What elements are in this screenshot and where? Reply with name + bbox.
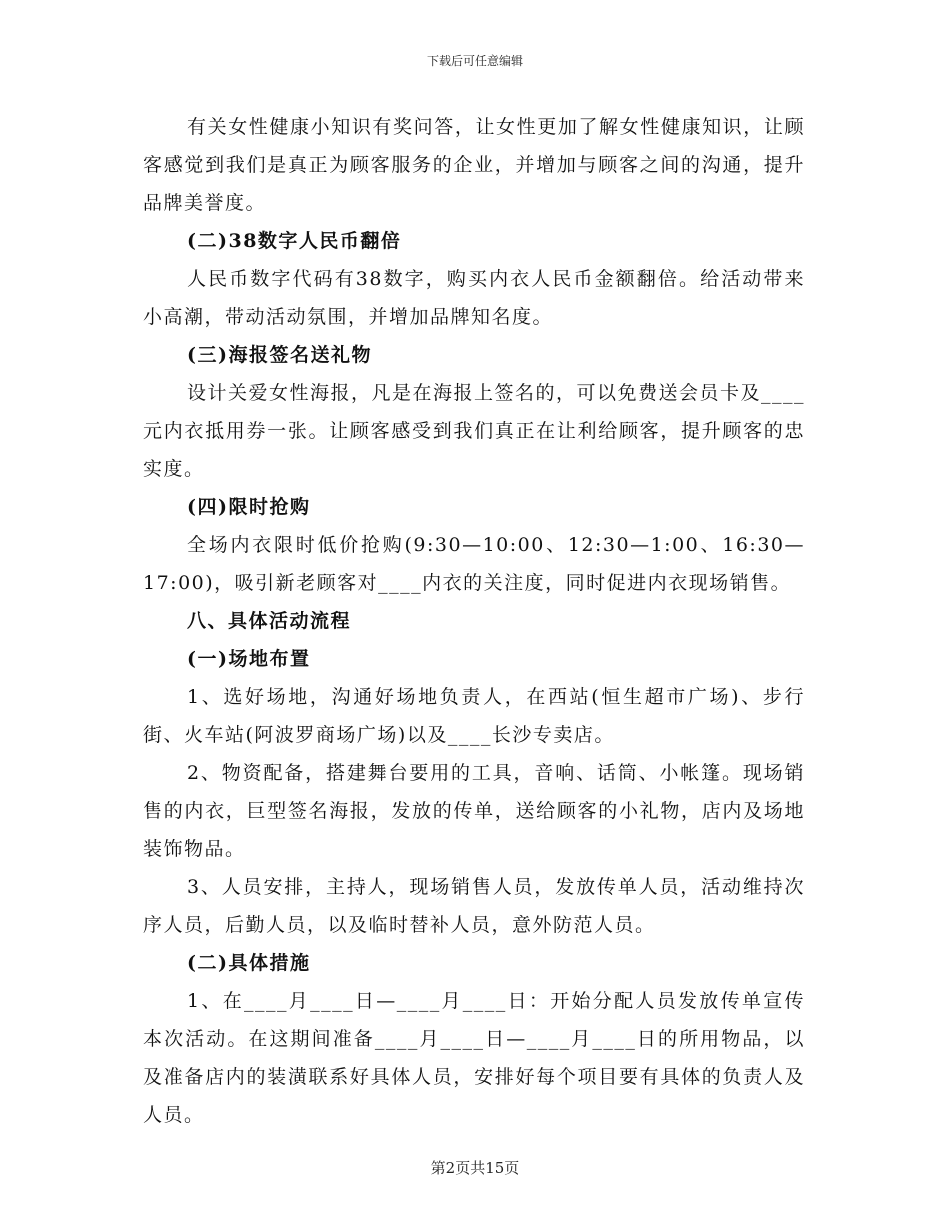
page-footer: 第2页共15页 <box>430 1159 520 1177</box>
paragraph-venue-selection: 1、选好场地，沟通好场地负责人，在西站(恒生超市广场)、步行街、火车站(阿波罗商场广场)以及____长沙专卖店。 <box>143 686 805 746</box>
page-header: 下载后可任意编辑 <box>426 54 523 68</box>
paragraph-staffing: 3、人员安排，主持人，现场销售人员，发放传单人员，活动维持次序人员，后勤人员，以及临时替补人员，意外防范人员。 <box>143 876 805 936</box>
paragraph-poster-sign: 设计关爱女性海报，凡是在海报上签名的，可以免费送会员卡及____元内衣抵用券一张。让顾客感受到我们真正在让利给顾客，提升顾客的忠实度。 <box>143 382 806 480</box>
paragraph-health-quiz: 有关女性健康小知识有奖问答，让女性更加了解女性健康知识，让顾客感觉到我们是真正为顾客服务的企业，并增加与顾客之间的沟通，提升品牌美誉度。 <box>143 116 805 214</box>
heading-activity-flow: 八、具体活动流程 <box>187 610 352 632</box>
document-body <box>143 108 805 1134</box>
heading-38-rmb: (二)38数字人民币翻倍 <box>187 230 402 252</box>
paragraph-38-rmb: 人民币数字代码有38数字，购买内衣人民币金额翻倍。给活动带来小高潮，带动活动氛围，并增加品牌知名度。 <box>143 268 805 328</box>
paragraph-flash-sale: 全场内衣限时低价抢购(9:30—10:00、12:30—1:00、16:30—17:00)，吸引新老顾客对____内衣的关注度，同时促进内衣现场销售。 <box>143 534 805 594</box>
paragraph-materials: 2、物资配备，搭建舞台要用的工具，音响、话筒、小帐篷。现场销售的内衣，巨型签名海报，发放的传单，送给顾客的小礼物，店内及场地装饰物品。 <box>143 762 805 860</box>
heading-flash-sale: (四)限时抢购 <box>187 496 311 518</box>
heading-poster-sign: (三)海报签名送礼物 <box>187 344 372 366</box>
paragraph-schedule: 1、在____月____日—____月____日：开始分配人员发放传单宣传本次活动。在这期间准备____月____日—____月____日的所用物品，以及准备店内的装潢联系好具体人员，安排好每个项目要有具体的负责人及人员。 <box>143 990 805 1126</box>
heading-measures: (二)具体措施 <box>187 952 311 974</box>
heading-venue-setup: (一)场地布置 <box>187 648 311 670</box>
